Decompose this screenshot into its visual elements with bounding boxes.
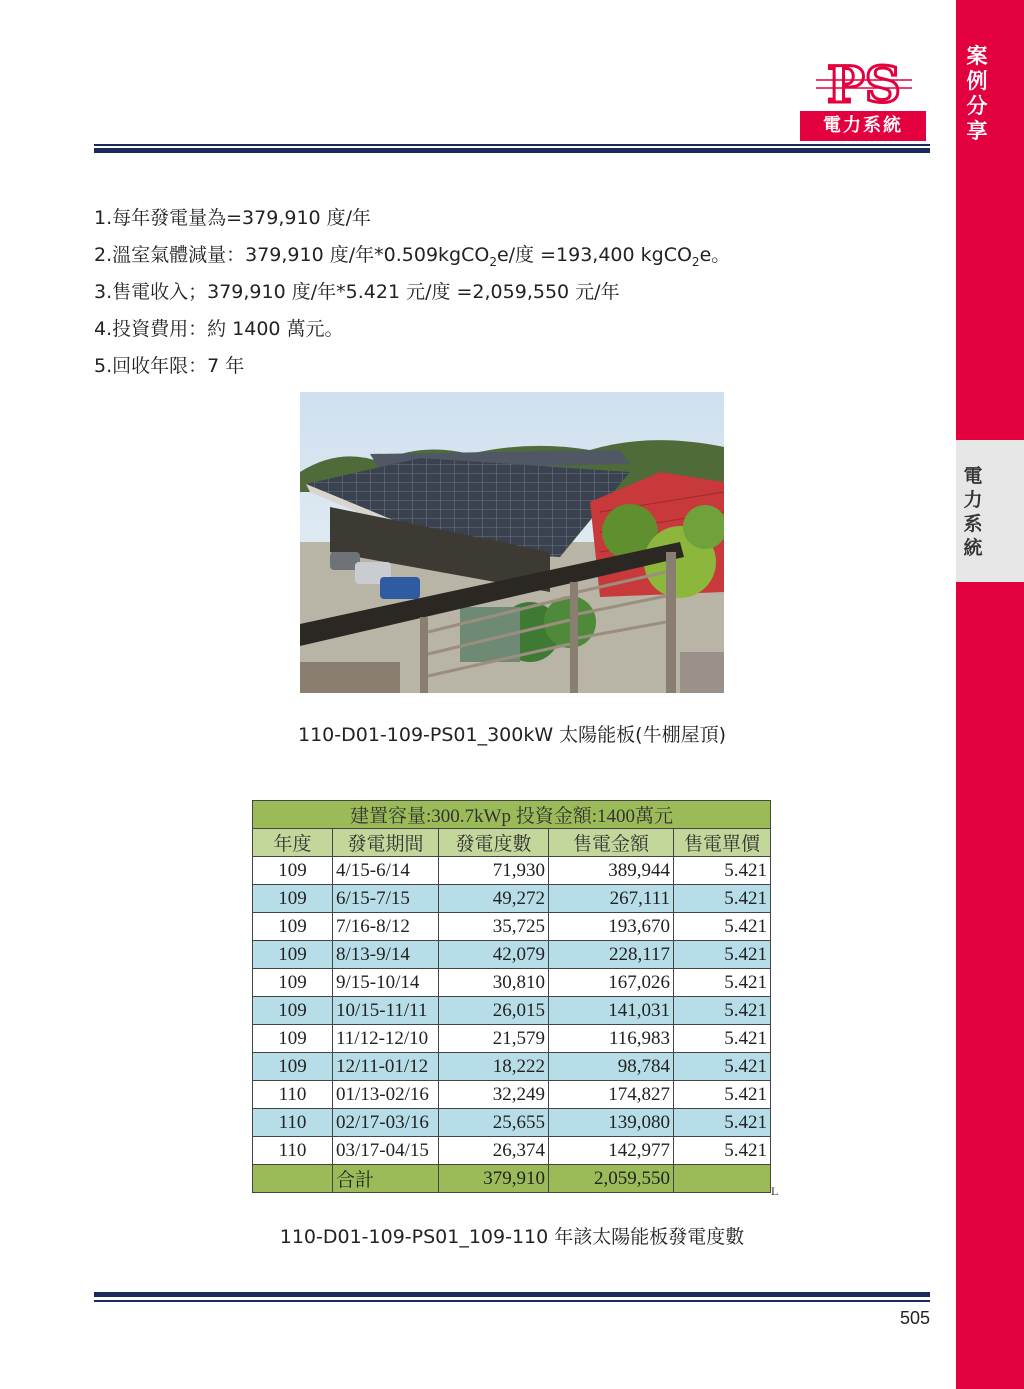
ps-logo [812, 60, 916, 110]
cell-unit-price: 5.421 [674, 1025, 771, 1053]
table-title: 建置容量:300.7kWp 投資金額:1400萬元 [253, 801, 771, 829]
cell-year: 109 [253, 913, 333, 941]
cell-year: 110 [253, 1081, 333, 1109]
cell-total-amount: 2,059,550 [549, 1165, 674, 1193]
cell-unit-price: 5.421 [674, 1109, 771, 1137]
cell-amount: 267,111 [549, 885, 674, 913]
header-rule-thin [94, 144, 930, 146]
cell-amount: 228,117 [549, 941, 674, 969]
cell-unit-price: 5.421 [674, 1053, 771, 1081]
table-header-row [253, 829, 771, 857]
footer-rule-thin [94, 1300, 930, 1302]
table-corner-mark: L [771, 1184, 779, 1198]
generation-table [252, 800, 771, 1193]
cell-kwh: 32,249 [439, 1081, 549, 1109]
column-header: 售電金額 [549, 829, 674, 857]
table-row [253, 941, 771, 969]
column-header: 發電期間 [333, 829, 439, 857]
cell-year: 109 [253, 1025, 333, 1053]
cell-kwh: 26,374 [439, 1137, 549, 1165]
cell-kwh: 35,725 [439, 913, 549, 941]
table-row [253, 997, 771, 1025]
cell-amount: 167,026 [549, 969, 674, 997]
cell-year: 110 [253, 1109, 333, 1137]
side-category-label: 案 例 分 享 [966, 44, 988, 143]
cell-amount: 174,827 [549, 1081, 674, 1109]
table-row [253, 1053, 771, 1081]
table-row [253, 1081, 771, 1109]
header-rule-thick [94, 148, 930, 153]
cell-kwh: 49,272 [439, 885, 549, 913]
cell-unit-price: 5.421 [674, 1137, 771, 1165]
cell-total-label: 合計 [333, 1165, 439, 1193]
summary-item-revenue: 3.售電收入；379,910 度/年*5.421 元/度 =2,059,550 元/年 [94, 281, 620, 303]
cell-unit-price: 5.421 [674, 1081, 771, 1109]
table-row [253, 885, 771, 913]
cell-kwh: 71,930 [439, 857, 549, 885]
cell-total-blank [674, 1165, 771, 1193]
cell-period: 10/15-11/11 [333, 997, 439, 1025]
cell-period: 9/15-10/14 [333, 969, 439, 997]
cell-amount: 116,983 [549, 1025, 674, 1053]
cell-period: 6/15-7/15 [333, 885, 439, 913]
summary-item-payback: 5.回收年限：7 年 [94, 355, 245, 377]
cell-period: 7/16-8/12 [333, 913, 439, 941]
cell-kwh: 42,079 [439, 941, 549, 969]
cell-year: 109 [253, 997, 333, 1025]
cell-amount: 193,670 [549, 913, 674, 941]
table-title-row [253, 801, 771, 829]
table-row [253, 969, 771, 997]
photo-caption: 110-D01-109-PS01_300kW 太陽能板(牛棚屋頂) [297, 724, 727, 746]
cell-year: 109 [253, 1053, 333, 1081]
cell-period: 01/13-02/16 [333, 1081, 439, 1109]
cell-kwh: 21,579 [439, 1025, 549, 1053]
cell-total-kwh: 379,910 [439, 1165, 549, 1193]
cell-unit-price: 5.421 [674, 885, 771, 913]
cell-kwh: 26,015 [439, 997, 549, 1025]
cell-period: 12/11-01/12 [333, 1053, 439, 1081]
cell-period: 4/15-6/14 [333, 857, 439, 885]
cell-year: 109 [253, 857, 333, 885]
side-band [956, 0, 1024, 1389]
table-caption: 110-D01-109-PS01_109-110 年該太陽能板發電度數 [279, 1226, 745, 1248]
cell-amount: 98,784 [549, 1053, 674, 1081]
table-row [253, 1109, 771, 1137]
solar-roof-photo [300, 392, 724, 693]
cell-unit-price: 5.421 [674, 969, 771, 997]
cell-unit-price: 5.421 [674, 913, 771, 941]
cell-unit-price: 5.421 [674, 857, 771, 885]
cell-period: 03/17-04/15 [333, 1137, 439, 1165]
summary-list [94, 200, 730, 385]
ps-logo-text: PS [827, 60, 901, 110]
summary-item-emission: 2.溫室氣體減量：379,910 度/年*0.509kgCO$_2$e/度 =193,400 kgCO$_2$e。 [94, 244, 731, 269]
cell-period: 11/12-12/10 [333, 1025, 439, 1053]
table-total-row [253, 1165, 771, 1193]
cell-kwh: 30,810 [439, 969, 549, 997]
footer-rule-thick [94, 1292, 930, 1297]
summary-item-investment: 4.投資費用：約 1400 萬元。 [94, 318, 344, 340]
cell-kwh: 18,222 [439, 1053, 549, 1081]
cell-year: 109 [253, 969, 333, 997]
column-header: 年度 [253, 829, 333, 857]
summary-item-generation: 1.每年發電量為=379,910 度/年 [94, 207, 372, 229]
table-row [253, 1137, 771, 1165]
cell-period: 02/17-03/16 [333, 1109, 439, 1137]
page-number: 505 [899, 1308, 930, 1328]
table-row [253, 1025, 771, 1053]
section-badge: 電力系統 [800, 111, 926, 141]
cell-amount: 139,080 [549, 1109, 674, 1137]
cell-amount: 389,944 [549, 857, 674, 885]
table-row [253, 913, 771, 941]
side-section-label: 電 力 系 統 [963, 465, 983, 559]
cell-kwh: 25,655 [439, 1109, 549, 1137]
cell-year: 109 [253, 941, 333, 969]
column-header: 售電單價 [674, 829, 771, 857]
cell-unit-price: 5.421 [674, 941, 771, 969]
table-row [253, 857, 771, 885]
cell-period: 8/13-9/14 [333, 941, 439, 969]
cell-amount: 141,031 [549, 997, 674, 1025]
cell-unit-price: 5.421 [674, 997, 771, 1025]
column-header: 發電度數 [439, 829, 549, 857]
cell-amount: 142,977 [549, 1137, 674, 1165]
cell-total-blank [253, 1165, 333, 1193]
cell-year: 109 [253, 885, 333, 913]
cell-year: 110 [253, 1137, 333, 1165]
